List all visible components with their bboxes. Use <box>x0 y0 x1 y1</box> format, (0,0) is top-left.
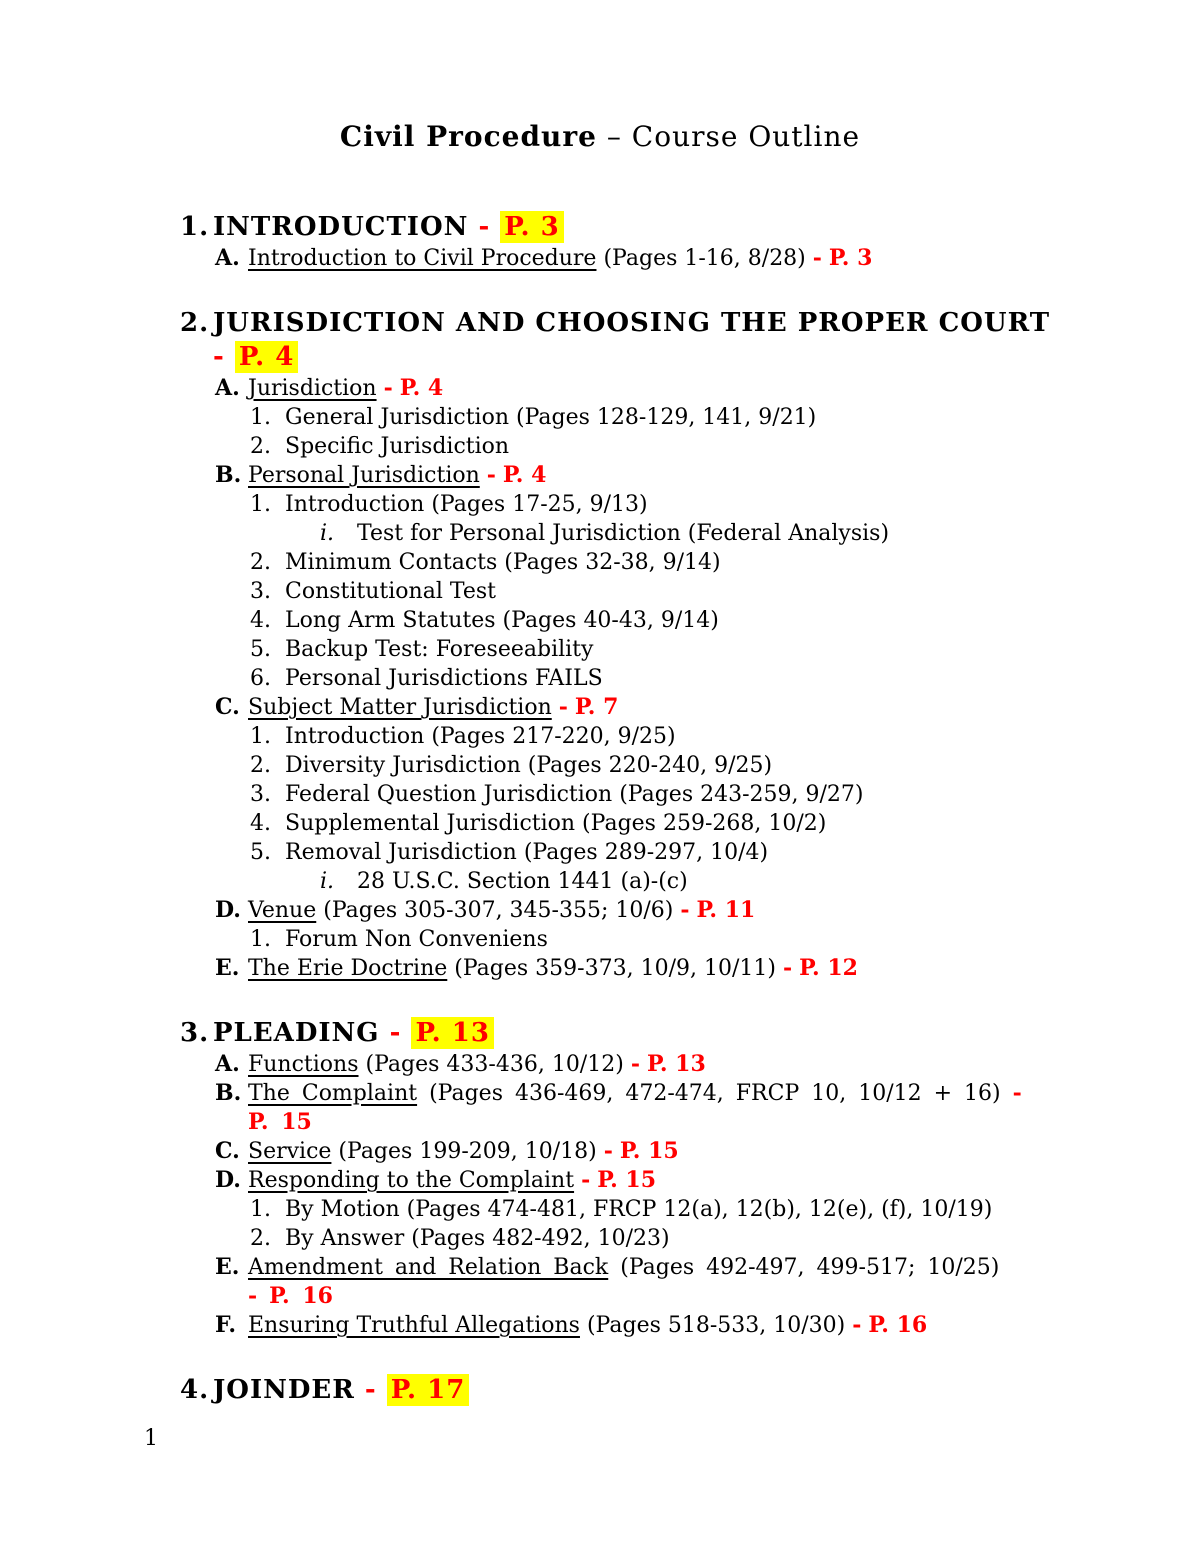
sub-item <box>250 635 1080 664</box>
sub-item-text: General Jurisdiction (Pages 128-129, 141, 9/21) <box>285 405 817 430</box>
section-title: JOINDER <box>213 1375 355 1405</box>
sub-item-text: Introduction (Pages 217-220, 9/25) <box>285 724 676 749</box>
item-letter: C. <box>215 1138 240 1164</box>
section-title: PLEADING <box>213 1018 380 1048</box>
outline-item <box>215 693 1080 896</box>
section-heading <box>180 1373 1080 1407</box>
outline-item <box>215 954 1080 983</box>
sub-item <box>250 577 1080 606</box>
section-number: 2. <box>180 308 210 338</box>
section-heading-content <box>213 1016 1080 1050</box>
item-page-ref: P. 15 <box>248 1109 312 1135</box>
sub-item-row <box>250 780 1080 809</box>
sub-item-number: 2. <box>250 434 271 459</box>
outline-section <box>180 210 1080 273</box>
section-title: INTRODUCTION <box>213 212 469 242</box>
sub-item <box>250 722 1080 751</box>
outline-item <box>215 244 1080 273</box>
item-letter: B. <box>215 1080 242 1106</box>
item-row <box>215 374 1080 403</box>
sub-item-text: Backup Test: Foreseeability <box>285 637 594 662</box>
item-row <box>215 693 1080 722</box>
item-letter: C. <box>215 694 240 720</box>
sub-item-text: By Motion (Pages 474-481, FRCP 12(a), 12(b), 12(e), (f), 10/19) <box>285 1197 993 1222</box>
page-ref-dash: - <box>383 375 393 401</box>
item-letter: A. <box>215 245 240 271</box>
outline-section <box>180 1373 1080 1407</box>
sub-item <box>250 403 1080 432</box>
sub-item-number: 2. <box>250 1226 271 1251</box>
item-detail: (Pages 433-436, 10/12) <box>365 1052 624 1077</box>
sub-item-row <box>250 809 1080 838</box>
outline-item <box>215 896 1080 954</box>
section-heading-content <box>213 210 1080 244</box>
roman-item-row <box>320 867 1080 896</box>
sub-item <box>250 548 1080 577</box>
sub-item-row <box>250 635 1080 664</box>
sub-item <box>250 432 1080 461</box>
item-topic: Service <box>248 1139 332 1164</box>
sub-item-number: 2. <box>250 753 271 778</box>
section-heading-content <box>213 306 1080 374</box>
page-ref-dash: - <box>478 212 491 242</box>
page-ref-dash: - <box>581 1167 591 1193</box>
sub-item <box>250 809 1080 838</box>
page-ref-dash: - <box>680 897 690 923</box>
item-row <box>215 1079 1080 1137</box>
item-detail: (Pages 359-373, 10/9, 10/11) <box>454 956 776 981</box>
roman-item <box>320 867 1080 896</box>
page-ref-dash: - <box>248 1283 258 1309</box>
page-ref-dash: - <box>782 955 793 981</box>
sub-item-text: Minimum Contacts (Pages 32-38, 9/14) <box>285 550 721 575</box>
item-row <box>215 896 1080 925</box>
page-ref-dash: - <box>389 1018 402 1048</box>
item-row <box>215 1311 1080 1340</box>
sub-item-number: 3. <box>250 579 271 604</box>
sub-item <box>250 925 1080 954</box>
page-ref-dash: - <box>812 245 822 271</box>
page-ref-dash: - <box>213 342 225 372</box>
roman-item-number: i. <box>320 869 335 894</box>
sub-item <box>250 606 1080 635</box>
sub-item-row <box>250 838 1080 867</box>
sub-item-text: Removal Jurisdiction (Pages 289-297, 10/4) <box>285 840 769 865</box>
item-page-ref: P. 15 <box>619 1138 679 1164</box>
sub-item-text: Supplemental Jurisdiction (Pages 259-268, 10/2) <box>285 811 827 836</box>
page-ref-dash: - <box>558 694 568 720</box>
item-content <box>248 896 1080 925</box>
sub-item-number: 1. <box>250 1197 271 1222</box>
roman-item-row <box>320 519 1080 548</box>
section-number: 3. <box>180 1018 210 1048</box>
item-content <box>248 1253 1080 1311</box>
sub-item <box>250 664 1080 693</box>
sub-item-children <box>250 519 1080 548</box>
outline-item <box>215 374 1080 461</box>
outline-item <box>215 461 1080 693</box>
item-page-ref: P. 16 <box>269 1283 333 1309</box>
item-content <box>248 374 1080 403</box>
item-topic: Subject Matter Jurisdiction <box>248 695 552 720</box>
item-page-ref: P. 4 <box>399 375 444 401</box>
item-letter: E. <box>215 955 240 981</box>
item-row <box>215 954 1080 983</box>
roman-item-text: 28 U.S.C. Section 1441 (a)-(c) <box>357 869 688 894</box>
item-row <box>215 1050 1080 1079</box>
item-page-ref: P. 7 <box>574 694 619 720</box>
item-topic: Jurisdiction <box>248 376 377 401</box>
sub-item-number: 5. <box>250 840 271 865</box>
sub-item <box>250 490 1080 548</box>
sub-item-text: Federal Question Jurisdiction (Pages 243-259, 9/27) <box>285 782 864 807</box>
section-heading <box>180 1016 1080 1050</box>
item-page-ref: P. 13 <box>646 1051 706 1077</box>
sub-item-row <box>250 722 1080 751</box>
item-topic: Introduction to Civil Procedure <box>248 246 597 271</box>
item-content <box>248 954 1080 983</box>
item-page-ref: P. 3 <box>828 245 873 271</box>
item-letter: E. <box>215 1254 240 1280</box>
outline-section <box>180 1016 1080 1340</box>
section-page-ref: P. 3 <box>500 211 563 243</box>
item-page-ref: P. 16 <box>868 1312 928 1338</box>
item-row <box>215 244 1080 273</box>
item-letter: A. <box>215 375 240 401</box>
sub-item <box>250 1224 1080 1253</box>
section-items <box>180 1050 1080 1340</box>
item-letter: D. <box>215 897 241 923</box>
item-letter: B. <box>215 462 242 488</box>
item-content <box>248 693 1080 722</box>
section-page-ref: P. 13 <box>411 1017 494 1049</box>
roman-item-text: Test for Personal Jurisdiction (Federal Analysis) <box>357 521 890 546</box>
section-page-ref: P. 4 <box>235 341 298 373</box>
sub-item-row <box>250 432 1080 461</box>
section-items <box>180 374 1080 983</box>
page-ref-dash: - <box>630 1051 640 1077</box>
item-content <box>248 1050 1080 1079</box>
sub-item-number: 4. <box>250 608 271 633</box>
section-page-ref: P. 17 <box>387 1374 470 1406</box>
sub-item-row <box>250 751 1080 780</box>
section-items <box>180 244 1080 273</box>
item-detail: (Pages 518-533, 10/30) <box>586 1313 846 1338</box>
page-ref-dash: - <box>486 462 496 488</box>
sub-item-text: Constitutional Test <box>285 579 496 604</box>
sub-item-number: 6. <box>250 666 271 691</box>
item-children <box>215 1195 1080 1253</box>
roman-item <box>320 519 1080 548</box>
sub-item-children <box>250 867 1080 896</box>
item-content <box>248 1079 1080 1137</box>
item-row <box>215 1253 1080 1311</box>
sub-item-number: 1. <box>250 724 271 749</box>
sub-item-row <box>250 1195 1080 1224</box>
sub-item-number: 3. <box>250 782 271 807</box>
item-children <box>215 403 1080 461</box>
page-ref-dash: - <box>603 1138 613 1164</box>
item-row <box>215 1137 1080 1166</box>
sub-item-number: 1. <box>250 405 271 430</box>
item-topic: Ensuring Truthful Allegations <box>248 1313 580 1338</box>
sub-item-row <box>250 403 1080 432</box>
item-topic: Personal Jurisdiction <box>248 463 480 488</box>
sub-item-row <box>250 490 1080 519</box>
item-page-ref: P. 4 <box>502 462 547 488</box>
document-title-separator: – <box>596 120 632 153</box>
section-heading <box>180 306 1080 374</box>
section-number: 1. <box>180 212 210 242</box>
item-topic: The Erie Doctrine <box>248 956 448 981</box>
outline-section <box>180 306 1080 983</box>
item-children <box>215 925 1080 954</box>
outline-item <box>215 1050 1080 1079</box>
sub-item-row <box>250 1224 1080 1253</box>
sub-item-number: 1. <box>250 492 271 517</box>
course-outline <box>0 210 1200 1407</box>
item-page-ref: P. 12 <box>799 955 858 981</box>
sub-item-row <box>250 577 1080 606</box>
item-content <box>248 244 1080 273</box>
outline-item <box>215 1166 1080 1253</box>
sub-item-text: Long Arm Statutes (Pages 40-43, 9/14) <box>285 608 719 633</box>
item-topic: Venue <box>248 898 317 923</box>
item-detail: (Pages 305-307, 345-355; 10/6) <box>323 898 674 923</box>
document-title-subtitle: Course Outline <box>631 120 861 153</box>
outline-item <box>215 1253 1080 1311</box>
page-number: 1 <box>144 1426 158 1451</box>
sub-item-row <box>250 925 1080 954</box>
sub-item-text: Forum Non Conveniens <box>285 927 548 952</box>
sub-item <box>250 1195 1080 1224</box>
item-content <box>248 1137 1080 1166</box>
sub-item-row <box>250 606 1080 635</box>
sub-item-number: 1. <box>250 927 271 952</box>
sub-item-number: 2. <box>250 550 271 575</box>
section-heading <box>180 210 1080 244</box>
item-letter: A. <box>215 1051 240 1077</box>
section-heading-content <box>213 1373 1080 1407</box>
item-content <box>248 1166 1080 1195</box>
item-letter: F. <box>215 1312 237 1338</box>
roman-item-number: i. <box>320 521 335 546</box>
page-ref-dash: - <box>852 1312 862 1338</box>
item-detail: (Pages 1-16, 8/28) <box>603 246 806 271</box>
sub-item <box>250 751 1080 780</box>
item-content <box>248 1311 1080 1340</box>
sub-item <box>250 780 1080 809</box>
sub-item <box>250 838 1080 896</box>
item-topic: The Complaint <box>248 1081 418 1106</box>
item-row <box>215 461 1080 490</box>
page-ref-dash: - <box>364 1375 377 1405</box>
document-title-main: Civil Procedure <box>339 120 597 153</box>
item-detail: (Pages 199-209, 10/18) <box>338 1139 597 1164</box>
sub-item-number: 4. <box>250 811 271 836</box>
outline-item <box>215 1311 1080 1340</box>
sub-item-text: Introduction (Pages 17-25, 9/13) <box>285 492 648 517</box>
sub-item-number: 5. <box>250 637 271 662</box>
item-detail: (Pages 436-469, 472-474, FRCP 10, 10/12 + 16) <box>429 1081 1001 1106</box>
item-topic: Responding to the Complaint <box>248 1168 575 1193</box>
item-page-ref: P. 15 <box>597 1167 657 1193</box>
sub-item-text: Diversity Jurisdiction (Pages 220-240, 9/25) <box>285 753 773 778</box>
item-content <box>248 461 1080 490</box>
document-title <box>0 0 1200 154</box>
page-ref-dash: - <box>1012 1080 1022 1106</box>
item-topic: Functions <box>248 1052 359 1077</box>
item-page-ref: P. 11 <box>696 897 756 923</box>
section-number: 4. <box>180 1375 210 1405</box>
item-letter: D. <box>215 1167 241 1193</box>
item-detail: (Pages 492-497, 499-517; 10/25) <box>620 1255 1000 1280</box>
outline-item <box>215 1079 1080 1137</box>
sub-item-row <box>250 548 1080 577</box>
section-title: JURISDICTION AND CHOOSING THE PROPER COURT <box>213 308 1051 338</box>
item-children <box>215 490 1080 693</box>
outline-item <box>215 1137 1080 1166</box>
item-topic: Amendment and Relation Back <box>248 1255 609 1280</box>
sub-item-text: Specific Jurisdiction <box>285 434 510 459</box>
item-row <box>215 1166 1080 1195</box>
sub-item-row <box>250 664 1080 693</box>
item-children <box>215 722 1080 896</box>
sub-item-text: By Answer (Pages 482-492, 10/23) <box>285 1226 670 1251</box>
sub-item-text: Personal Jurisdictions FAILS <box>285 666 603 691</box>
